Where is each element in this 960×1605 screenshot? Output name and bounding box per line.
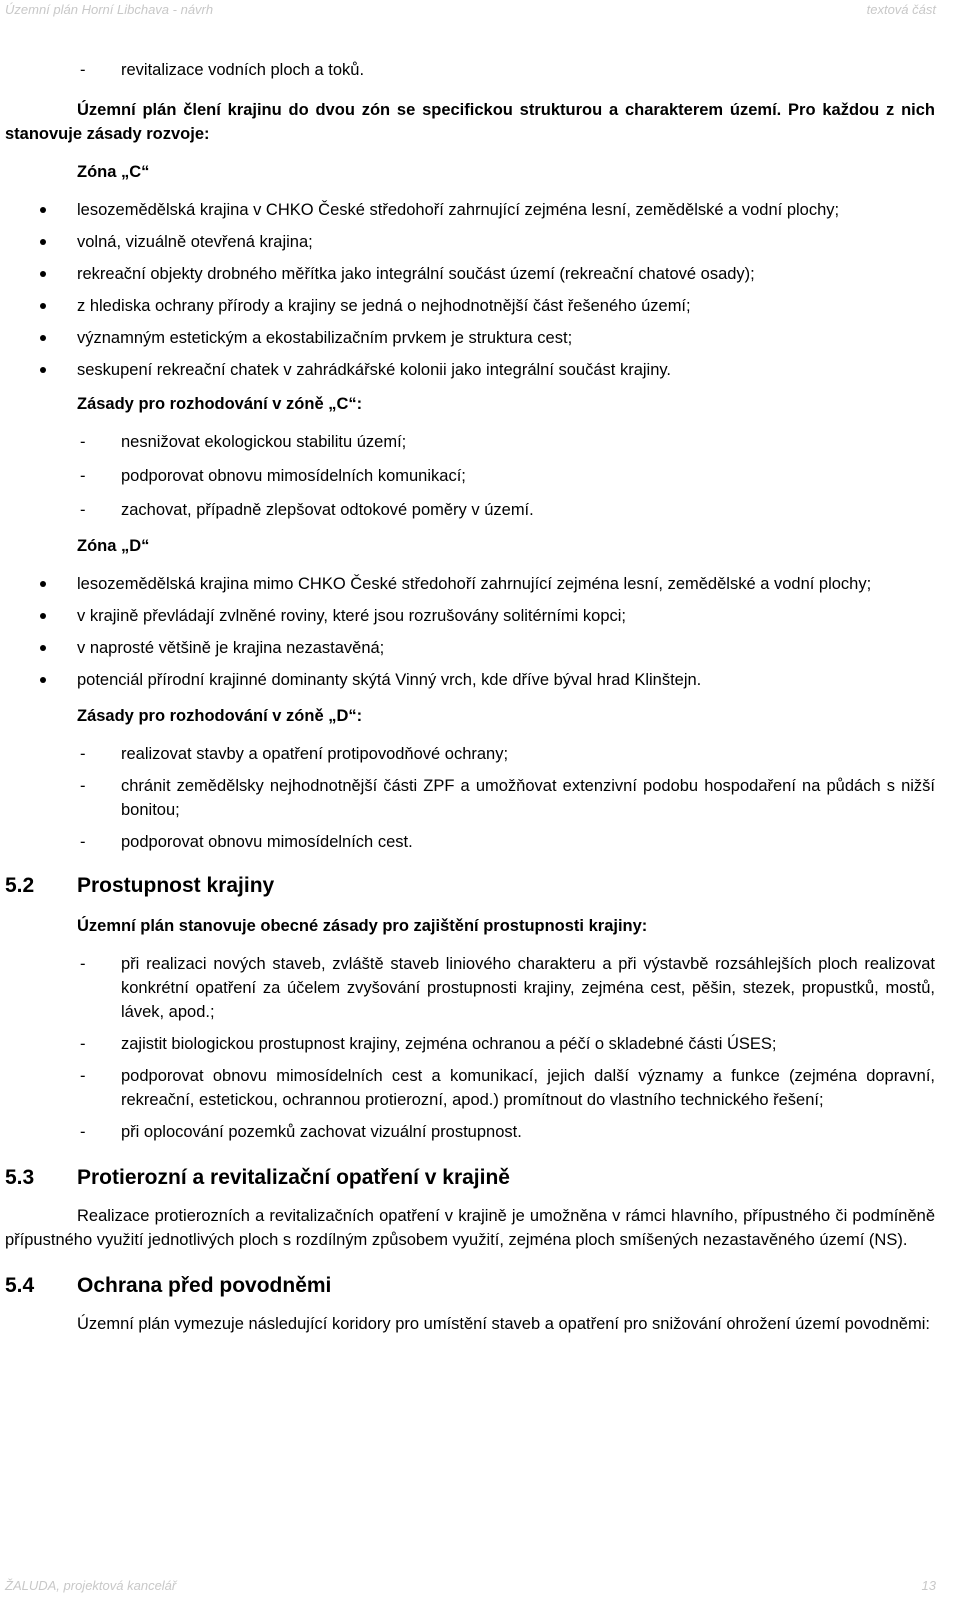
header-title: Územní plán Horní Libchava - návrh xyxy=(5,2,214,17)
zone-d-principles-title: Zásady pro rozhodování v zóně „D“: xyxy=(77,707,363,725)
list-item: - nesnižovat ekologickou stabilitu území; xyxy=(80,433,407,451)
bullet-icon xyxy=(40,645,46,651)
list-item: potenciál přírodní krajinné dominanty skýtá Vinný vrch, kde dříve býval hrad Klinštejn. xyxy=(5,668,935,692)
zone-d-principles xyxy=(5,742,935,854)
section-5-4-text: Územní plán vymezuje následující koridory pro umístění staveb a opatření pro snižování ohrožení území povodněmi: xyxy=(77,1315,930,1333)
footer-company: ŽALUDA, projektová kancelář xyxy=(5,1578,177,1593)
intro-list xyxy=(5,58,935,82)
section-5-2-list xyxy=(5,952,935,1144)
section-5-3-text: Realizace protierozních a revitalizačních opatření v krajině je umožněna v rámci hlavního, přípustného či podmíněně přípustného využití jednotlivých ploch s rozdílným způsobem využití, zejména ploch smíšených nezastavěného území (NS). xyxy=(5,1207,935,1249)
bullet-icon xyxy=(40,367,46,373)
document-body xyxy=(5,58,935,1336)
section-heading-5-4: 5.4 Ochrana před povodněmi xyxy=(5,1274,332,1297)
list-item: v naprosté většině je krajina nezastavěná; xyxy=(5,636,935,660)
zone-d-title: Zóna „D“ xyxy=(77,537,150,555)
section-heading-5-3: 5.3 Protierozní a revitalizační opatření v krajině xyxy=(5,1166,510,1189)
bullet-icon xyxy=(40,271,46,277)
list-item: - realizovat stavby a opatření protipovodňové ochrany; xyxy=(80,745,509,763)
section-heading-5-2: 5.2 Prostupnost krajiny xyxy=(5,874,275,897)
list-item: volná, vizuálně otevřená krajina; xyxy=(5,230,935,254)
bullet-icon xyxy=(40,239,46,245)
list-item: - při oplocování pozemků zachovat vizuální prostupnost. xyxy=(80,1123,522,1141)
list-item: lesozemědělská krajina mimo CHKO České středohoří zahrnující zejména lesní, zemědělské a vodní plochy; xyxy=(5,572,935,596)
list-item: významným estetickým a ekostabilizačním prvkem je struktura cest; xyxy=(5,326,935,350)
list-item: lesozemědělská krajina v CHKO České středohoří zahrnující zejména lesní, zemědělské a vodní plochy; xyxy=(5,198,935,222)
list-item: - podporovat obnovu mimosídelních komunikací; xyxy=(80,467,466,485)
bullet-icon xyxy=(40,677,46,683)
page-footer xyxy=(0,1578,960,1600)
zone-d-bullets xyxy=(5,572,935,692)
page-header xyxy=(0,0,960,22)
list-item: - podporovat obnovu mimosídelních cest. xyxy=(80,833,413,851)
list-item: - revitalizace vodních ploch a toků. xyxy=(80,61,365,79)
bullet-icon xyxy=(40,613,46,619)
bullet-icon xyxy=(40,581,46,587)
bullet-icon xyxy=(40,303,46,309)
zone-c-title: Zóna „C“ xyxy=(77,163,150,181)
list-item: - zajistit biologickou prostupnost krajiny, zejména ochranou a péčí o skladebné části ÚSES; xyxy=(80,1035,777,1053)
zone-c-principles xyxy=(5,430,935,522)
list-item: - při realizaci nových staveb, zvláště staveb liniového charakteru a při výstavbě rozsáhlejších ploch realizovat konkrétní opatření za účelem zvyšování prostupnosti krajiny, zejména cest, pěšin, stezek, propustků, mostů, lávek, apod.; xyxy=(80,955,935,1021)
list-item: - podporovat obnovu mimosídelních cest a komunikací, jejich další významy a funkce (zejména dopravní, rekreační, estetickou, ochrannou protierozní, apod.) promítnout do vlastního technického řešení; xyxy=(80,1067,935,1109)
page-number: 13 xyxy=(921,1578,936,1593)
intro-paragraph: Územní plán člení krajinu do dvou zón se specifickou strukturou a charakterem území. Pro každou z nich stanovuje zásady rozvoje: xyxy=(5,101,935,143)
list-item: rekreační objekty drobného měřítka jako integrální součást území (rekreační chatové osady); xyxy=(5,262,935,286)
header-section: textová část xyxy=(866,2,936,17)
zone-c-principles-title: Zásady pro rozhodování v zóně „C“: xyxy=(77,395,363,413)
list-item: v krajině převládají zvlněné roviny, které jsou rozrušovány solitérními kopci; xyxy=(5,604,935,628)
zone-c-bullets xyxy=(5,198,935,382)
list-item: - zachovat, případně zlepšovat odtokové poměry v území. xyxy=(80,501,534,519)
list-item: - chránit zemědělsky nejhodnotnější části ZPF a umožňovat extenzivní podobu hospodaření na půdách s nižší bonitou; xyxy=(80,777,935,819)
bullet-icon xyxy=(40,335,46,341)
list-item: z hlediska ochrany přírody a krajiny se jedná o nejhodnotnější část řešeného území; xyxy=(5,294,935,318)
bullet-icon xyxy=(40,207,46,213)
list-item: seskupení rekreační chatek v zahrádkářské kolonii jako integrální součást krajiny. xyxy=(5,358,935,382)
section-5-2-lead: Územní plán stanovuje obecné zásady pro zajištění prostupnosti krajiny: xyxy=(77,917,648,935)
